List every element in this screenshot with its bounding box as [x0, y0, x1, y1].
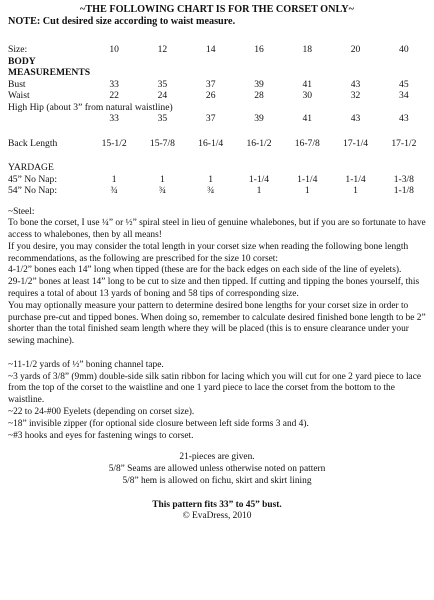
yardage-heading-row [8, 162, 428, 174]
nap54-cell: ¾ [207, 185, 215, 196]
nap45-cell: 1 [111, 173, 117, 185]
highhip-cell: 37 [205, 113, 216, 124]
size-row [8, 44, 428, 56]
nap54-cell: ¾ [110, 185, 118, 196]
waist-cell: 30 [302, 90, 313, 101]
steel-heading: ~Steel: [8, 206, 35, 217]
bust-cell: 45 [399, 78, 409, 90]
size-label: Size: [8, 44, 28, 55]
nap54-cell: ¾ [158, 185, 167, 196]
bust-cell: 37 [205, 78, 216, 90]
steel-paragraph-2: If you desire, you may consider the total length in your corset size when reading the following bone length recommendations, as the following are prescribed for the size 10 corset: [8, 241, 409, 264]
size-cell: 40 [399, 44, 409, 55]
notion-item: ~11-1/2 yards of ½” boning channel tape. [8, 359, 164, 370]
nap45-label: 45” No Nap: [8, 173, 58, 185]
backlength-cell: 17-1/2 [391, 137, 417, 149]
nap45-cell: 1-3/8 [393, 173, 414, 185]
nap45-row [8, 174, 428, 186]
size-cell: 18 [302, 44, 313, 55]
highhip-cell: 43 [350, 113, 361, 124]
body-heading: BODY [8, 55, 36, 67]
highhip-row [8, 113, 428, 125]
nap54-cell: 1 [256, 185, 262, 196]
nap45-cell: 1 [160, 173, 165, 185]
notion-item: ~3 yards of 3/8” (9mm) double-side silk satin ribbon for lacing which you will cut for one 2 yard piece to lace from the top of the corset to the waistline and one 1 yard piece to lace the corset from the bottom to the waistline. [8, 371, 422, 406]
size-chart [8, 44, 428, 197]
instructions [8, 207, 426, 443]
nap45-cell: 1-1/4 [297, 173, 318, 185]
notion-item: ~#3 hooks and eyes for fastening wings to corset. [8, 430, 194, 441]
highhip-label: High Hip (about 3” from natural waistline) [8, 101, 173, 113]
copyright: © EvaDress, 2010 [182, 511, 252, 522]
bust-cell: 35 [157, 78, 168, 90]
nap54-label: 54” No Nap: [8, 185, 58, 196]
size-cell: 20 [350, 44, 361, 55]
bust-cell: 43 [350, 78, 361, 90]
nap45-cell: 1-1/4 [248, 173, 270, 185]
backlength-cell: 16-7/8 [294, 137, 320, 149]
notion-item: ~22 to 24-#00 Eyelets (depending on corset size). [8, 407, 195, 418]
hem-note: 5/8” hem is allowed on fichu, skirt and skirt lining [122, 476, 312, 487]
waist-label: Waist [8, 90, 30, 101]
yardage-heading: YARDAGE [8, 162, 54, 173]
highhip-cell: 35 [157, 113, 168, 124]
seams-note: 5/8” Seams are allowed unless otherwise noted on pattern [108, 464, 326, 475]
page-title: ~THE FOLLOWING CHART IS FOR THE CORSET ONLY~ [80, 4, 354, 15]
pieces-note: 21-pieces are given. [179, 452, 255, 463]
body-heading-row [8, 56, 428, 68]
backlength-row [8, 138, 428, 150]
pattern-footer [8, 452, 426, 523]
bust-row [8, 79, 428, 91]
nap45-cell: 1-1/4 [345, 173, 366, 185]
nap45-cell: 1 [208, 173, 214, 185]
nap54-cell: 1 [353, 185, 358, 196]
waist-cell: 32 [350, 90, 361, 101]
bust-label: Bust [8, 78, 26, 90]
bust-cell: 33 [109, 78, 119, 90]
bust-cell: 39 [254, 78, 264, 90]
size-cell: 10 [109, 44, 119, 55]
backlength-cell: 16-1/2 [246, 137, 272, 149]
steel-paragraph-1: To bone the corset, I use ¼” or ½” spiral steel in lieu of genuine whalebones, but if you are so fortunate to have access to whalebones, then by all means! [8, 218, 426, 241]
size-cell: 16 [254, 44, 264, 55]
steel-paragraph-5: You may optionally measure your pattern to determine desired bone lengths for your corset size in order to purchase pre-cut and tipped bones. When doing so, remember to calculate desired finished bone length to be 2” shorter than the total finished seam length where they will be placed (this is to ensure clearance under your sewing machine). [8, 300, 426, 347]
highhip-cell: 41 [302, 113, 313, 124]
measurements-heading: MEASUREMENTS [8, 67, 91, 78]
steel-paragraph-4: 29-1/2” bones at least 14” long to be cut to size and then tipped. If cutting and tipping the bones yourself, this requires a total of about 13 yards of boning and 58 tips of corresponding size. [8, 277, 420, 300]
notion-item: ~18” invisible zipper (for optional side closure between left side forms 3 and 4). [8, 418, 309, 429]
bust-cell: 41 [302, 78, 313, 90]
waist-cell: 22 [109, 90, 119, 101]
nap54-cell: 1 [304, 185, 310, 196]
measurements-heading-row [8, 67, 428, 79]
backlength-cell: 17-1/4 [343, 137, 369, 149]
backlength-cell: 16-1/4 [198, 137, 224, 149]
waist-cell: 24 [157, 90, 168, 101]
cut-note: NOTE: Cut desired size according to waist measure. [8, 16, 236, 27]
waist-cell: 34 [399, 90, 409, 101]
waist-row [8, 90, 428, 102]
backlength-cell: 15-1/2 [101, 137, 127, 149]
waist-cell: 28 [254, 90, 264, 101]
waist-cell: 26 [205, 90, 216, 101]
backlength-cell: 15-7/8 [149, 137, 175, 149]
highhip-cell: 43 [399, 113, 409, 124]
size-cell: 12 [157, 44, 168, 55]
size-cell: 14 [205, 44, 216, 55]
fit-note: This pattern fits 33” to 45” bust. [152, 499, 282, 510]
highhip-heading-row [8, 102, 428, 114]
backlength-label: Back Length [8, 137, 58, 149]
nap54-cell: 1-1/8 [393, 185, 414, 196]
nap54-row [8, 185, 428, 197]
highhip-cell: 39 [254, 113, 264, 124]
highhip-cell: 33 [109, 113, 119, 124]
steel-paragraph-3: 4-1/2” bones each 14” long when tipped (these are for the back edges on each side of the line of eyelets). [8, 265, 402, 276]
